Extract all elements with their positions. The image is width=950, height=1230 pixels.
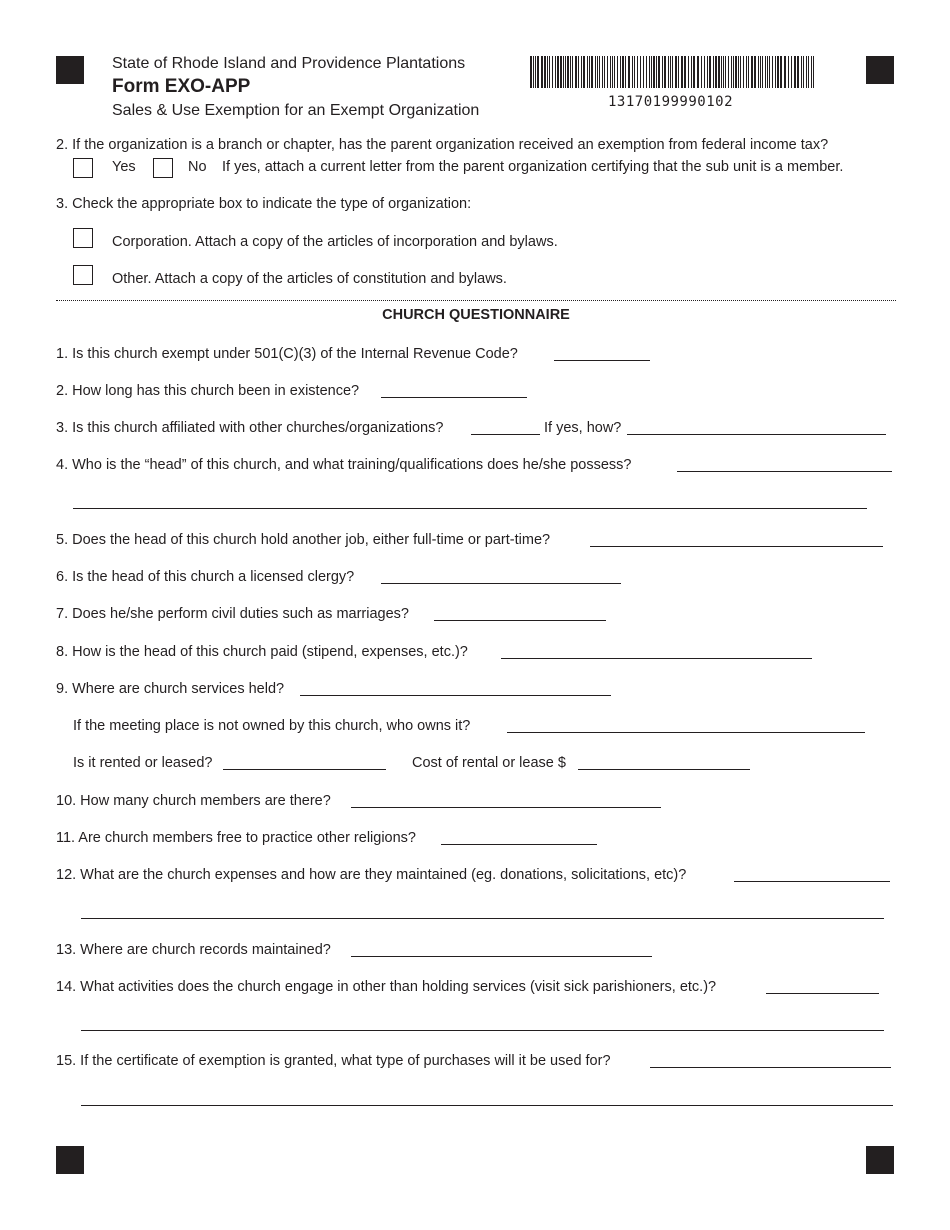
q12-label: 12. What are the church expenses and how are they maintained (eg. donations, solicitations, etc)?	[56, 867, 687, 883]
q8-answer-line[interactable]	[501, 658, 812, 659]
registration-mark-top-left	[56, 56, 84, 84]
barcode	[530, 56, 816, 88]
q15-answer-line-2[interactable]	[81, 1105, 893, 1106]
q2-answer-line[interactable]	[381, 397, 527, 398]
q7-label: 7. Does he/she perform civil duties such as marriages?	[56, 606, 409, 622]
q1-label: 1. Is this church exempt under 501(C)(3) of the Internal Revenue Code?	[56, 346, 518, 362]
q5-answer-line[interactable]	[590, 546, 883, 547]
q12-answer-line-2[interactable]	[81, 918, 884, 919]
form-title: Form EXO-APP	[112, 76, 251, 97]
question-3-organization-type: 3. Check the appropriate box to indicate the type of organization:	[56, 196, 472, 212]
section-divider	[56, 300, 896, 301]
no-label: No	[188, 159, 207, 175]
q9-label: 9. Where are church services held?	[56, 681, 285, 697]
q9-owner-label: If the meeting place is not owned by this church, who owns it?	[73, 718, 471, 734]
no-checkbox[interactable]	[153, 158, 173, 178]
q12-answer-line[interactable]	[734, 881, 890, 882]
q7-answer-line[interactable]	[434, 620, 606, 621]
barcode-number: 13170199990102	[608, 94, 734, 110]
parent-letter-note: If yes, attach a current letter from the parent organization certifying that the sub unit is a member.	[222, 159, 844, 175]
q10-label: 10. How many church members are there?	[56, 793, 331, 809]
q13-answer-line[interactable]	[351, 956, 652, 957]
q13-label: 13. Where are church records maintained?	[56, 942, 331, 958]
state-name: State of Rhode Island and Providence Plantations	[112, 55, 466, 72]
other-checkbox[interactable]	[73, 265, 93, 285]
q10-answer-line[interactable]	[351, 807, 661, 808]
q4-label: 4. Who is the “head” of this church, and what training/qualifications does he/she possess?	[56, 457, 632, 473]
q9-rented-label: Is it rented or leased?	[73, 755, 213, 771]
q14-answer-line-2[interactable]	[81, 1030, 884, 1031]
q11-answer-line[interactable]	[441, 844, 597, 845]
q11-label: 11. Are church members free to practice other religions?	[56, 830, 416, 846]
q14-label: 14. What activities does the church engage in other than holding services (visit sick parishioners, etc.)?	[56, 979, 717, 995]
registration-mark-top-right	[866, 56, 894, 84]
q9-cost-label: Cost of rental or lease $	[412, 755, 566, 771]
q3-answer-line[interactable]	[471, 434, 540, 435]
q15-label: 15. If the certificate of exemption is granted, what type of purchases will it be used for?	[56, 1053, 611, 1069]
q9-answer-line[interactable]	[300, 695, 611, 696]
q3-how-answer-line[interactable]	[627, 434, 886, 435]
q9-owner-answer-line[interactable]	[507, 732, 865, 733]
yes-checkbox[interactable]	[73, 158, 93, 178]
registration-mark-bottom-right	[866, 1146, 894, 1174]
q15-answer-line[interactable]	[650, 1067, 891, 1068]
q4-answer-line[interactable]	[677, 471, 892, 472]
question-2-parent-exemption: 2. If the organization is a branch or chapter, has the parent organization received an exemption from federal income tax?	[56, 137, 829, 153]
registration-mark-bottom-left	[56, 1146, 84, 1174]
church-questionnaire-heading: CHURCH QUESTIONNAIRE	[382, 307, 570, 323]
q9-rented-answer-line[interactable]	[223, 769, 386, 770]
q9-cost-answer-line[interactable]	[578, 769, 750, 770]
q5-label: 5. Does the head of this church hold another job, either full-time or part-time?	[56, 532, 551, 548]
q6-label: 6. Is the head of this church a licensed clergy?	[56, 569, 355, 585]
other-option-label: Other. Attach a copy of the articles of constitution and bylaws.	[112, 271, 507, 287]
q1-answer-line[interactable]	[554, 360, 650, 361]
q14-answer-line[interactable]	[766, 993, 879, 994]
yes-label: Yes	[112, 159, 136, 175]
q3-how-label: If yes, how?	[544, 420, 622, 436]
form-subtitle: Sales & Use Exemption for an Exempt Organization	[112, 102, 480, 119]
q2-label: 2. How long has this church been in existence?	[56, 383, 360, 399]
corporation-checkbox[interactable]	[73, 228, 93, 248]
q8-label: 8. How is the head of this church paid (stipend, expenses, etc.)?	[56, 644, 468, 660]
q4-answer-line-2[interactable]	[73, 508, 867, 509]
q6-answer-line[interactable]	[381, 583, 621, 584]
corporation-option-label: Corporation. Attach a copy of the articles of incorporation and bylaws.	[112, 234, 558, 250]
q3-label: 3. Is this church affiliated with other churches/organizations?	[56, 420, 444, 436]
